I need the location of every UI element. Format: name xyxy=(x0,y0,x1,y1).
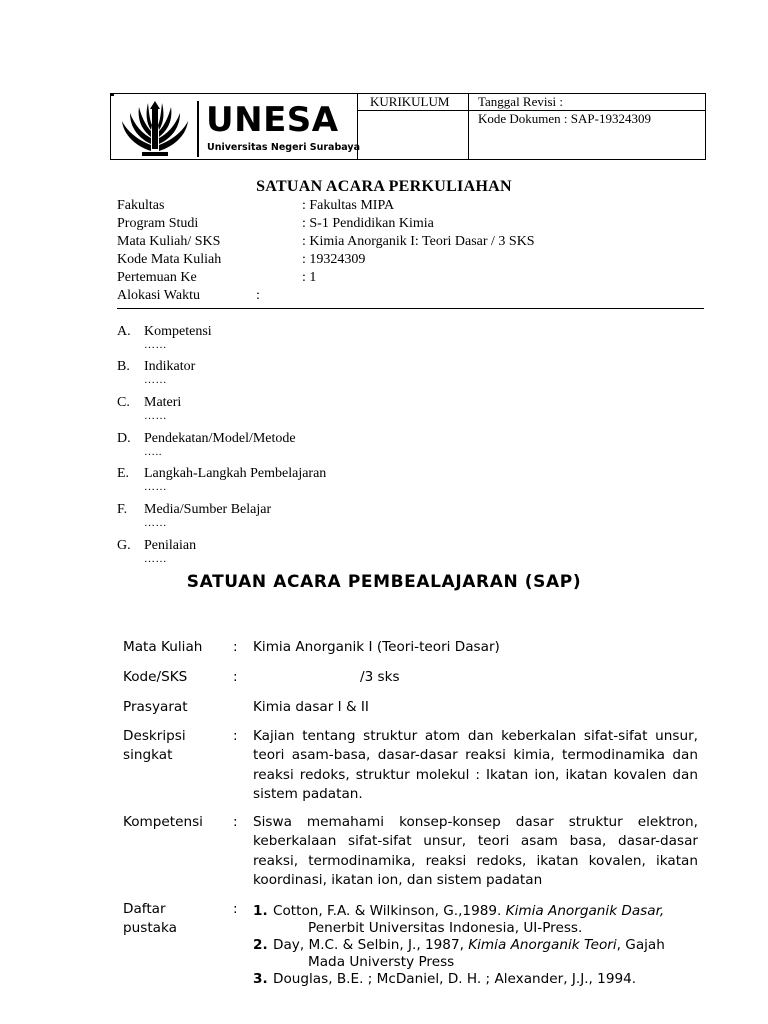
sap-key: Kompetensi xyxy=(123,814,203,830)
section-placeholder: …… xyxy=(144,410,167,422)
sap-colon: : xyxy=(233,901,238,917)
meta-key: Alokasi Waktu xyxy=(117,288,200,303)
section-placeholder: …… xyxy=(144,481,167,493)
meta-value: : Kimia Anorganik I: Teori Dasar / 3 SKS xyxy=(302,234,535,249)
section-label: Penilaian xyxy=(144,538,197,553)
logo-brand: UNESA xyxy=(206,100,339,140)
document-title: SATUAN ACARA PERKULIAHAN xyxy=(256,178,512,195)
divider xyxy=(117,308,704,309)
section-label: Media/Sumber Belajar xyxy=(144,502,272,517)
meta-key: Pertemuan Ke xyxy=(117,270,197,285)
section-label: Pendekatan/Model/Metode xyxy=(144,431,296,446)
reference-text xyxy=(273,971,698,988)
reference-suffix: , Gajah xyxy=(616,937,665,953)
section-letter: A. xyxy=(117,324,131,339)
sap-value: Kimia Anorganik I (Teori-teori Dasar) xyxy=(253,639,500,655)
meta-key: Fakultas xyxy=(117,198,165,213)
section-label: Langkah-Langkah Pembelajaran xyxy=(144,466,327,481)
section-placeholder: …… xyxy=(144,339,167,351)
sap-key: Deskripsi xyxy=(123,728,186,744)
reference-title: Kimia Anorganik Dasar, xyxy=(505,903,665,919)
tanggal-revisi: Tanggal Revisi : xyxy=(478,94,564,109)
sap-value: /3 sks xyxy=(360,669,400,685)
section-letter: F. xyxy=(117,502,128,517)
reference-authors: Day, M.C. & Selbin, J., 1987, xyxy=(273,937,469,953)
reference-authors: Douglas, B.E. ; McDaniel, D. H. ; Alexander, J.J., 1994. xyxy=(273,971,637,987)
sap-key: singkat xyxy=(123,747,173,764)
meta-key: Kode Mata Kuliah xyxy=(117,252,222,267)
sap-value: Siswa memahami konsep-konsep dasar struktur elektron, keberkalaan sifat-sifat unsur, teori asam basa, dasar-dasar reaksi, termodinamika, reaksi redoks, ikatan kovalen, ikatan koordinasi, ikatan ion, dan sistem padatan xyxy=(253,814,698,889)
logo-tagline: Universitas Negeri Surabaya xyxy=(207,142,360,153)
sap-colon: : xyxy=(233,669,238,685)
reference-text xyxy=(273,903,698,920)
section-letter: E. xyxy=(117,466,130,481)
sap-key: Kode/SKS xyxy=(123,669,188,685)
sap-key: Mata Kuliah xyxy=(123,639,203,655)
sap-key: pustaka xyxy=(123,920,177,937)
section-placeholder: …… xyxy=(144,553,167,565)
reference-publisher: Penerbit Universitas Indonesia, UI-Press. xyxy=(308,920,583,936)
kurikulum-label: KURIKULUM xyxy=(370,94,450,109)
logo-separator xyxy=(197,101,199,157)
section-letter: G. xyxy=(117,538,131,553)
meta-key: Mata Kuliah/ SKS xyxy=(117,234,221,249)
section-letter: C. xyxy=(117,395,130,410)
unesa-logo xyxy=(118,99,360,159)
meta-value: : S-1 Pendidikan Kimia xyxy=(302,216,434,231)
section-placeholder: ….. xyxy=(144,446,162,458)
reference-title: Kimia Anorganik Teori xyxy=(468,937,617,953)
reference-publisher: Mada Universty Press xyxy=(308,954,455,970)
sap-colon: : xyxy=(233,639,238,655)
sap-title: SATUAN ACARA PEMBEALAJARAN (SAP) xyxy=(186,572,582,592)
reference-number: 3. xyxy=(253,971,268,987)
meta-key: Program Studi xyxy=(117,216,199,231)
sap-value: Kajian tentang struktur atom dan keberkalan sifat-sifat unsur, teori asam-basa, dasar-dasar reaksi kimia, termodinamika dan reaksi redoks, struktur molekul : Ikatan ion, ikatan kovalen dan sistem padatan. xyxy=(253,728,698,803)
meta-value: : xyxy=(256,288,260,303)
section-letter: B. xyxy=(117,359,130,374)
section-letter: D. xyxy=(117,431,131,446)
sap-colon: : xyxy=(233,728,238,744)
reference-text xyxy=(273,937,698,954)
reference-number: 1. xyxy=(253,903,268,919)
reference-number: 2. xyxy=(253,937,268,953)
section-label: Kompetensi xyxy=(144,324,212,339)
kode-dokumen: Kode Dokumen : SAP-19324309 xyxy=(478,111,651,126)
sap-key: Daftar xyxy=(123,901,166,917)
reference-authors: Cotton, F.A. & Wilkinson, G.,1989. xyxy=(273,903,506,919)
section-label: Indikator xyxy=(144,359,196,374)
sap-value: Kimia dasar I & II xyxy=(253,699,369,715)
meta-value: : Fakultas MIPA xyxy=(302,198,395,213)
meta-value: : 1 xyxy=(302,270,317,285)
meta-value: : 19324309 xyxy=(302,252,366,267)
unesa-emblem-icon xyxy=(118,99,192,159)
sap-key: Prasyarat xyxy=(123,699,188,715)
section-placeholder: …… xyxy=(144,374,167,386)
section-label: Materi xyxy=(144,395,182,410)
section-placeholder: …… xyxy=(144,517,167,529)
sap-colon: : xyxy=(233,814,238,830)
